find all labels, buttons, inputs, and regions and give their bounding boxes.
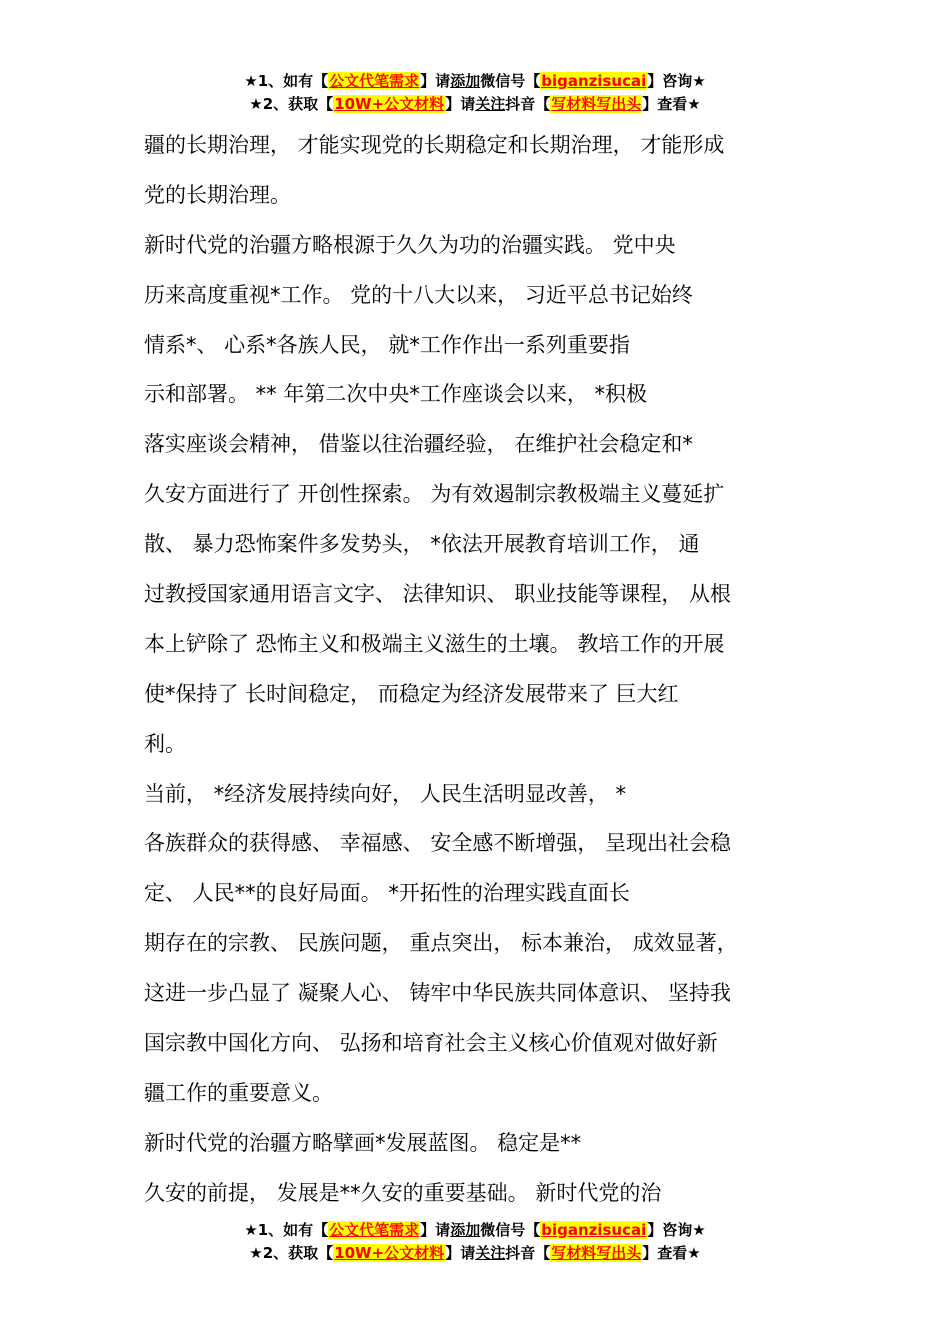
footer-banner-line-1 xyxy=(0,1219,950,1242)
text-line: 疆工作的重要意义。 xyxy=(144,1080,333,1105)
text-line: 新时代党的治疆方略擘画*发展蓝图。 稳定是** xyxy=(144,1130,582,1155)
text-line: 当前， *经济发展持续向好， 人民生活明显改善， * xyxy=(144,781,627,806)
header-banner-line-2 xyxy=(0,93,950,116)
text-line: 落实座谈会精神， 借鉴以往治疆经验， 在维护社会稳定和* xyxy=(144,432,693,457)
douyin-account[interactable]: 写材料写出头 xyxy=(551,95,642,113)
banner-text: 微信号【 xyxy=(480,72,541,90)
highlight-service: 公文代笔需求 xyxy=(329,1221,420,1239)
text-line: 国宗教中国化方向、 弘扬和培育社会主义核心价值观对做好新 xyxy=(144,1031,718,1056)
banner-text: 】查看★ xyxy=(642,95,701,113)
text-line: 利。 xyxy=(144,731,186,756)
text-line: 定、 人民**的良好局面。 *开拓性的治理实践直面长 xyxy=(144,881,630,906)
text-line: 各族群众的获得感、 幸福感、 安全感不断增强， 呈现出社会稳 xyxy=(144,831,732,856)
document-body xyxy=(144,121,784,1219)
footer-banner-line-2 xyxy=(0,1242,950,1265)
wechat-id[interactable]: biganzisucai xyxy=(541,72,647,90)
text-line: 疆的长期治理， 才能实现党的长期稳定和长期治理， 才能形成 xyxy=(144,133,725,157)
banner-text: 微信号【 xyxy=(480,1221,541,1239)
text-line: 党的长期治理。 xyxy=(144,182,291,207)
banner-text: 】查看★ xyxy=(642,1244,701,1262)
banner-text: 】请 xyxy=(420,72,451,90)
text-line: 历来高度重视*工作。 党的十八大以来， 习近平总书记始终 xyxy=(144,282,693,307)
douyin-account[interactable]: 写材料写出头 xyxy=(551,1244,642,1262)
banner-underline: 关注 xyxy=(475,1244,506,1262)
banner-text: 】请 xyxy=(420,1221,451,1239)
text-line: 过教授国家通用语言文字、 法律知识、 职业技能等课程， 从根 xyxy=(144,582,732,607)
banner-text: ★2、获取【 xyxy=(249,1244,334,1262)
text-line: 本上铲除了 恐怖主义和极端主义滋生的土壤。 教培工作的开展 xyxy=(144,631,725,656)
text-line: 久安方面进行了 开创性探索。 为有效遏制宗教极端主义蔓延扩 xyxy=(144,482,725,507)
text-line: 情系*、 心系*各族人民， 就*工作作出一系列重要指 xyxy=(144,332,630,357)
footer-banner xyxy=(0,1219,950,1265)
banner-underline: 关注 xyxy=(475,95,506,113)
banner-text: 】请 xyxy=(445,95,476,113)
banner-text: 抖音【 xyxy=(505,95,551,113)
banner-text: ★2、获取【 xyxy=(249,95,334,113)
banner-underline: 添加 xyxy=(450,1221,481,1239)
banner-text: ★1、如有【 xyxy=(244,72,329,90)
text-line: 散、 暴力恐怖案件多发势头， *依法开展教育培训工作， 通 xyxy=(144,532,700,557)
highlight-materials: 10W+公文材料 xyxy=(334,1244,445,1262)
banner-text: 】请 xyxy=(445,1244,476,1262)
text-line: 使*保持了 长时间稳定， 而稳定为经济发展带来了 巨大红 xyxy=(144,681,679,706)
text-line: 示和部署。 ** 年第二次中央*工作座谈会以来， *积极 xyxy=(144,382,648,407)
highlight-service: 公文代笔需求 xyxy=(329,72,420,90)
text-line: 久安的前提， 发展是**久安的重要基础。 新时代党的治 xyxy=(144,1180,662,1205)
banner-text: 】咨询★ xyxy=(647,1221,706,1239)
banner-text: 抖音【 xyxy=(505,1244,551,1262)
text-line: 期存在的宗教、 民族问题， 重点突出， 标本兼治， 成效显著， xyxy=(144,931,738,956)
text-line: 新时代党的治疆方略根源于久久为功的治疆实践。 党中央 xyxy=(144,232,676,257)
header-banner-line-1 xyxy=(0,70,950,93)
text-line: 这进一步凸显了 凝聚人心、 铸牢中华民族共同体意识、 坚持我 xyxy=(144,981,732,1006)
banner-underline: 添加 xyxy=(450,72,481,90)
wechat-id[interactable]: biganzisucai xyxy=(541,1221,647,1239)
highlight-materials: 10W+公文材料 xyxy=(334,95,445,113)
banner-text: ★1、如有【 xyxy=(244,1221,329,1239)
banner-text: 】咨询★ xyxy=(647,72,706,90)
header-banner xyxy=(0,70,950,116)
